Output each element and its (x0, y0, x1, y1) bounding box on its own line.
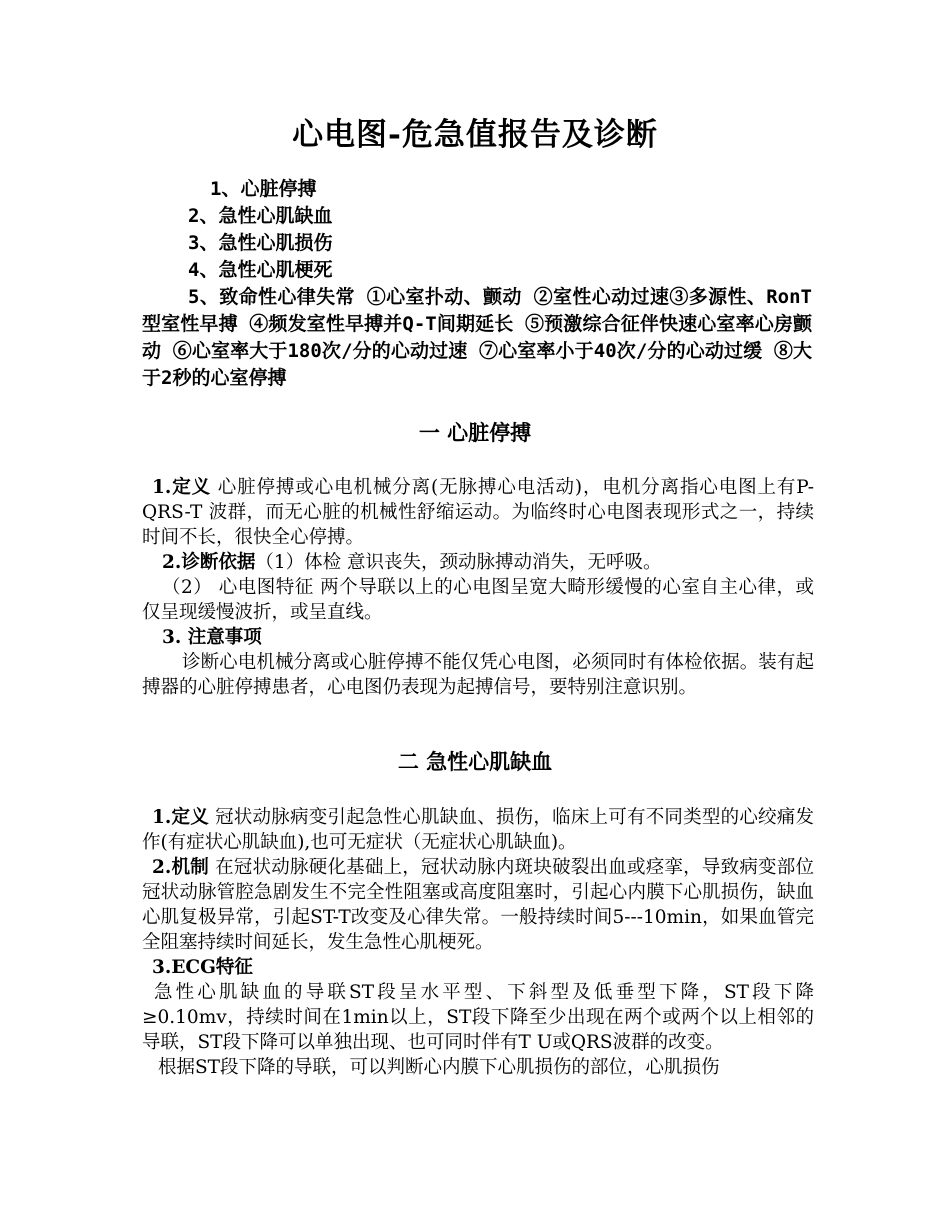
definition-text: 冠状动脉病变引起急性心肌缺血、损伤，临床上可有不同类型的心绞痛发作(有症状心肌缺血),也可无症状（无症状心肌缺血)。 (142, 807, 814, 853)
notes-paragraph: 诊断心电机械分离或心脏停搏不能仅凭心电图，必须同时有体检依据。装有起搏器的心脏停搏患者，心电图仍表现为起搏信号，要特别注意识别。 (142, 652, 814, 698)
section-heading: 二 急性心肌缺血 (397, 750, 553, 774)
diagnosis-label: 2.诊断依据 (162, 552, 256, 573)
list-item: 5、致命性心律失常 ①心室扑动、颤动 ②室性心动过速③多源性、RonT型室性早搏 ④频发室性早搏并Q-T间期延长 ⑤预激综合征伴快速心室率心房颤动 ⑥心室率大于180次/分的心动过速 ⑦心室率小于40次/分的心动过缓 ⑧大于2秒的心室停搏 (142, 286, 812, 389)
notes-label: 3. 注意事项 (162, 627, 262, 648)
diagnosis-ecg-paragraph: （2） 心电图特征 两个导联以上的心电图呈宽大畸形缓慢的心室自主心律，或仅呈现缓慢波折，或呈直线。 (142, 577, 814, 623)
mechanism-paragraph (142, 855, 814, 955)
ecg-paragraph: 急性心肌缺血的导联ST段呈水平型、下斜型及低垂型下降，ST段下降≥0.10mv，持续时间在1min以上，ST段下降至少出现在两个或两个以上相邻的导联，ST段下降可以单独出现、也可同时伴有T U或QRS波群的改变。 (142, 982, 814, 1053)
diagnosis-paragraph (142, 550, 814, 575)
definition-text: 心脏停搏或心电机械分离(无脉搏心电活动)，电机分离指心电图上有P-QRS-T 波群，而无心脏的机械性舒缩运动。为临终时心电图表现形式之一，持续时间不长，很快全心停搏。 (142, 477, 814, 548)
list-item: 1、心脏停搏 (210, 178, 317, 200)
mechanism-label: 2.机制 (152, 857, 209, 878)
ecg-location-paragraph: 根据ST段下降的导联，可以判断心内膜下心肌损伤的部位，心肌损伤 (158, 1057, 720, 1078)
critical-value-list (142, 176, 812, 392)
ecg-label: 3.ECG特征 (152, 957, 253, 978)
section-heading: 一 心脏停搏 (418, 421, 532, 445)
section2-body (142, 805, 814, 1080)
definition-label: 1.定义 (152, 807, 209, 828)
mechanism-text: 在冠状动脉硬化基础上，冠状动脉内斑块破裂出血或痉挛，导致病变部位冠状动脉管腔急剧发生不完全性阻塞或高度阻塞时，引起心内膜下心肌损伤，缺血心肌复极异常，引起ST-T改变及心律失常。一般持续时间5---10min，如果血管完全阻塞持续时间延长，发生急性心肌梗死。 (142, 857, 814, 953)
section1-body (142, 475, 814, 700)
definition-label: 1.定义 (152, 477, 211, 498)
list-item: 2、急性心肌缺血 (188, 205, 333, 227)
list-item: 3、急性心肌损伤 (188, 232, 333, 254)
list-item: 4、急性心肌梗死 (188, 259, 333, 281)
definition-paragraph (142, 475, 814, 550)
definition-paragraph (142, 805, 814, 855)
diagnosis-text: （1）体检 意识丧失，颈动脉搏动消失，无呼吸。 (255, 552, 662, 573)
document-title: 心电图-危急值报告及诊断 (292, 117, 658, 153)
